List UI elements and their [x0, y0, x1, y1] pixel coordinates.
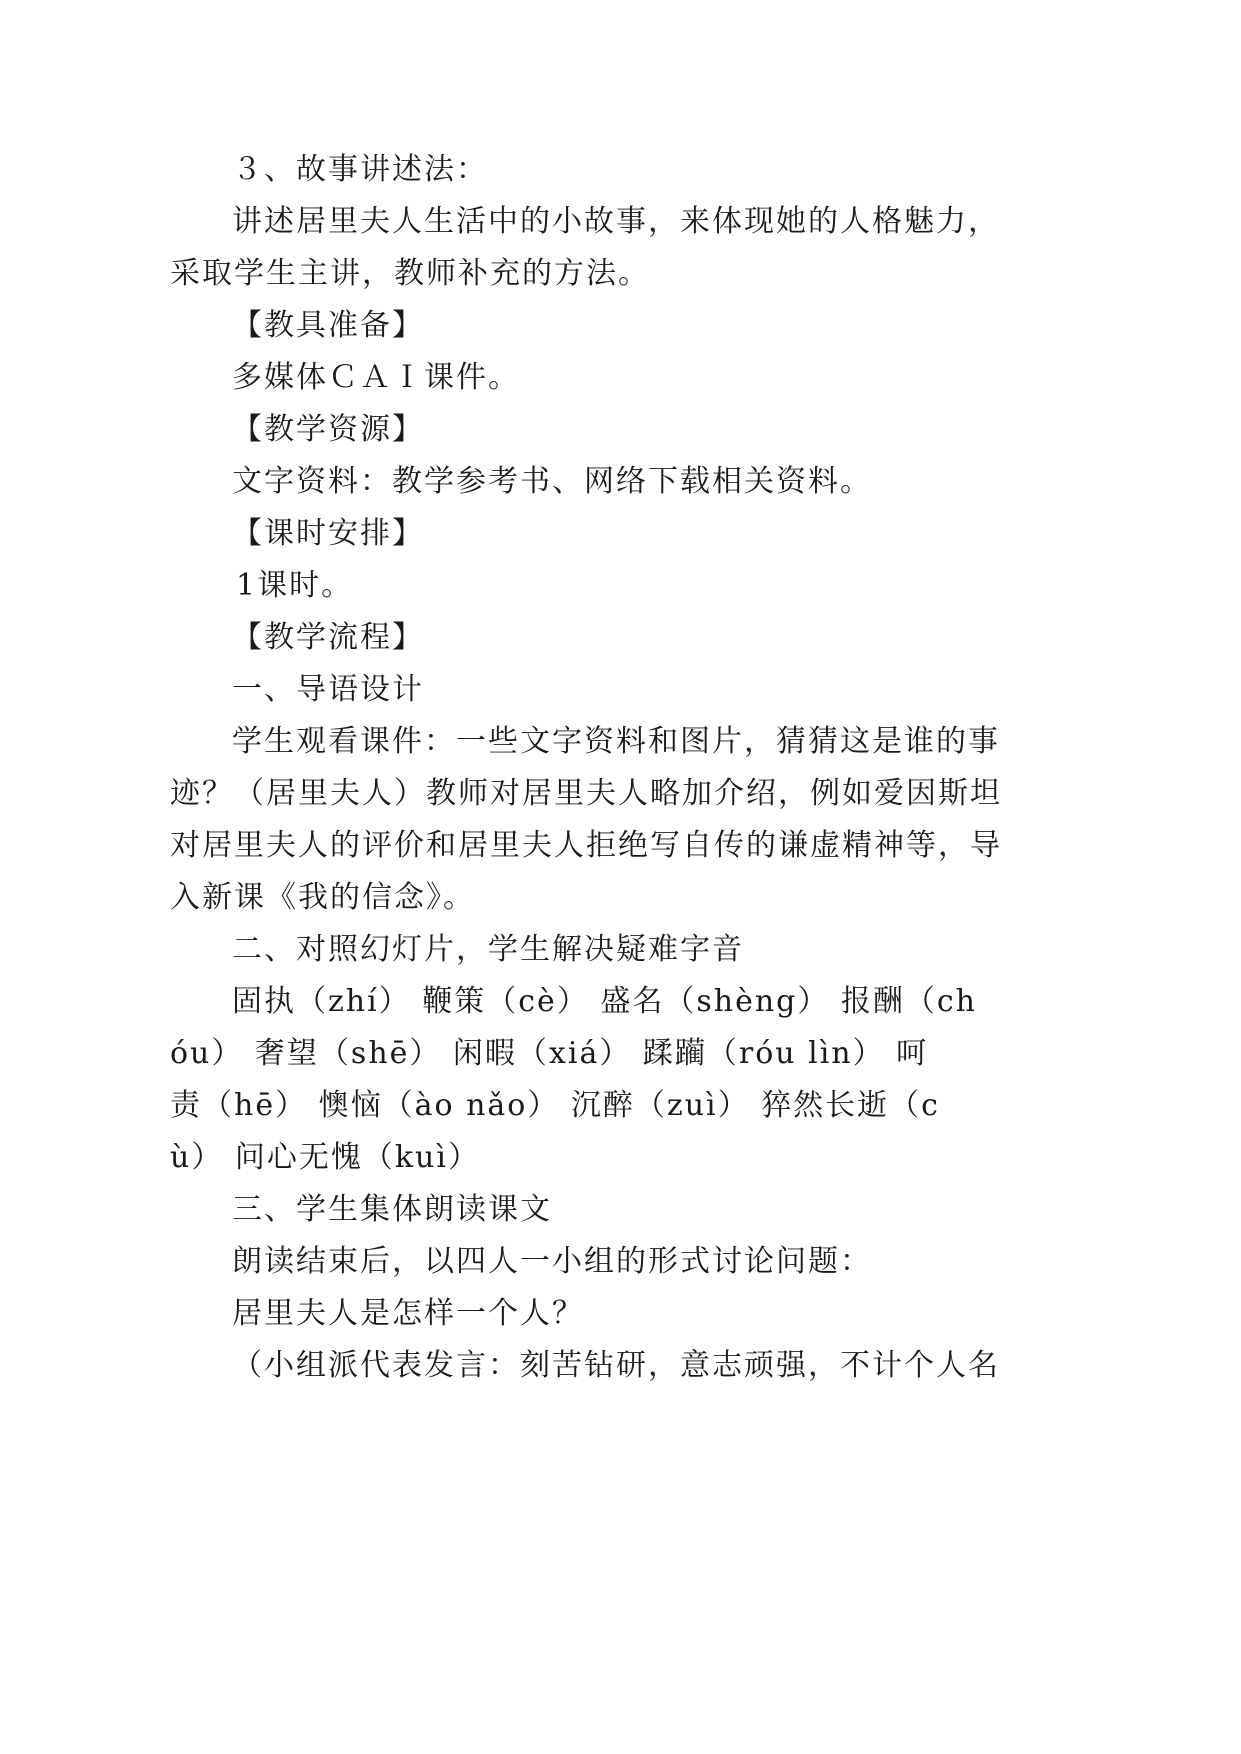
- text-line: 多媒体ＣＡＩ课件。: [232, 360, 520, 395]
- section-heading: 【教学资源】: [232, 412, 424, 447]
- text-line: 迹？（居里夫人）教师对居里夫人略加介绍，例如爱因斯坦: [170, 776, 1002, 811]
- text-line: （小组派代表发言：刻苦钻研，意志顽强，不计个人名: [232, 1348, 1000, 1383]
- subheading: 一、导语设计: [232, 672, 424, 707]
- subheading: 二、对照幻灯片，学生解决疑难字音: [232, 932, 744, 967]
- text-line: 1课时。: [236, 568, 354, 603]
- text-line: 居里夫人是怎样一个人？: [232, 1296, 584, 1331]
- text-line: 朗读结束后，以四人一小组的形式讨论问题：: [232, 1244, 872, 1279]
- text-line: ３、故事讲述法：: [232, 152, 488, 187]
- text-line: 入新课《我的信念》。: [170, 880, 475, 915]
- text-line: 对居里夫人的评价和居里夫人拒绝写自传的谦虚精神等，导: [170, 828, 1002, 863]
- text-line: 责（hē） 懊恼（ào nǎo） 沉醉（zuì） 猝然长逝（c: [170, 1088, 940, 1123]
- text-line: 学生观看课件：一些文字资料和图片，猜猜这是谁的事: [232, 724, 1000, 759]
- section-heading: 【教学流程】: [232, 620, 424, 655]
- text-line: ù） 问心无愧（kuì）: [170, 1140, 480, 1175]
- text-line: 采取学生主讲，教师补充的方法。: [170, 256, 650, 291]
- text-line: 讲述居里夫人生活中的小故事，来体现她的人格魅力，: [232, 204, 1000, 239]
- subheading: 三、学生集体朗读课文: [232, 1192, 552, 1227]
- text-line: óu） 奢望（shē） 闲暇（xiá） 蹂躏（róu lìn） 呵: [170, 1036, 929, 1071]
- section-heading: 【课时安排】: [232, 516, 424, 551]
- text-line: 文字资料：教学参考书、网络下载相关资料。: [232, 464, 872, 499]
- text-line: 固执（zhí） 鞭策（cè） 盛名（shèng） 报酬（ch: [232, 984, 978, 1019]
- section-heading: 【教具准备】: [232, 308, 424, 343]
